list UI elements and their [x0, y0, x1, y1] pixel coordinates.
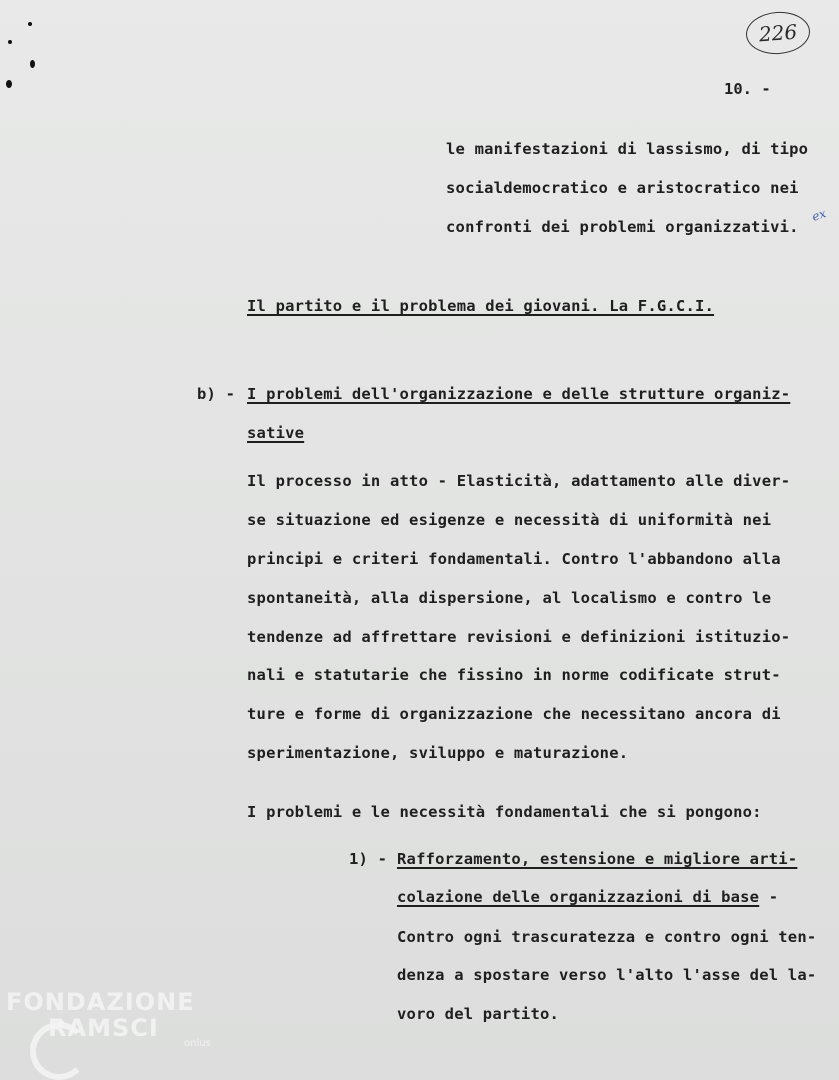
- archive-number-stamp: 226: [745, 10, 812, 56]
- scan-speck: [30, 60, 35, 68]
- item-1-title-dash: -: [759, 888, 779, 906]
- item-1-title-line-1: Rafforzamento, estensione e migliore arti-: [397, 850, 798, 868]
- scan-speck: [28, 22, 32, 26]
- page-number: 10. -: [724, 80, 771, 98]
- intro-line-2: socialdemocratico e aristocratico nei: [446, 179, 799, 197]
- section-b-title-line-2: sative: [247, 424, 305, 442]
- item-1-body-line-3: voro del partito.: [397, 1005, 560, 1023]
- paragraph-line-7: ture e forme di organizzazione che necessitano ancora di: [247, 705, 781, 723]
- paragraph-line-5: tendenze ad affrettare revisioni e definizioni istituzio-: [247, 628, 791, 646]
- item-1-body-line-2: denza a spostare verso l'alto l'asse del la-: [397, 966, 817, 984]
- watermark-line-1: FONDAZIONE: [6, 988, 195, 1016]
- section-b-marker: b) -: [197, 385, 236, 403]
- paragraph-line-8: sperimentazione, sviluppo e maturazione.: [247, 744, 629, 762]
- section-b-title-line-1: I problemi dell'organizzazione e delle strutture organiz-: [247, 385, 791, 403]
- paragraph-line-1: Il processo in atto - Elasticità, adattamento alle diver-: [247, 472, 791, 490]
- paragraph-line-6: nali e statutarie che fissino in norme codificate strut-: [247, 666, 781, 684]
- item-1-title-line-2: colazione delle organizzazioni di base: [397, 888, 760, 906]
- item-1-body-line-1: Contro ogni trascuratezza e contro ogni ten-: [397, 928, 817, 946]
- intro-line-3: confronti dei problemi organizzativi.: [446, 218, 799, 236]
- watermark-g-logo-icon: [30, 1022, 88, 1080]
- intro-line-1: le manifestazioni di lassismo, di tipo: [446, 140, 809, 158]
- paragraph-line-3: principi e criteri fondamentali. Contro l'abbandono alla: [247, 550, 781, 568]
- watermark-line-2: RAMSCI: [48, 1014, 159, 1042]
- item-1-marker: 1) -: [349, 850, 388, 868]
- paragraph-line-4: spontaneità, alla dispersione, al localismo e contro le: [247, 589, 772, 607]
- scan-speck: [6, 80, 12, 88]
- problems-intro: I problemi e le necessità fondamentali che si pongono:: [247, 803, 762, 821]
- watermark-line-3: onlus: [184, 1038, 211, 1049]
- section-heading: Il partito e il problema dei giovani. La F.G.C.I.: [247, 297, 715, 315]
- scan-speck: [8, 40, 12, 44]
- item-1-title-line-2-wrap: [397, 887, 778, 907]
- paragraph-line-2: se situazione ed esigenze e necessità di uniformità nei: [247, 511, 772, 529]
- handwritten-correction: ex: [810, 206, 828, 224]
